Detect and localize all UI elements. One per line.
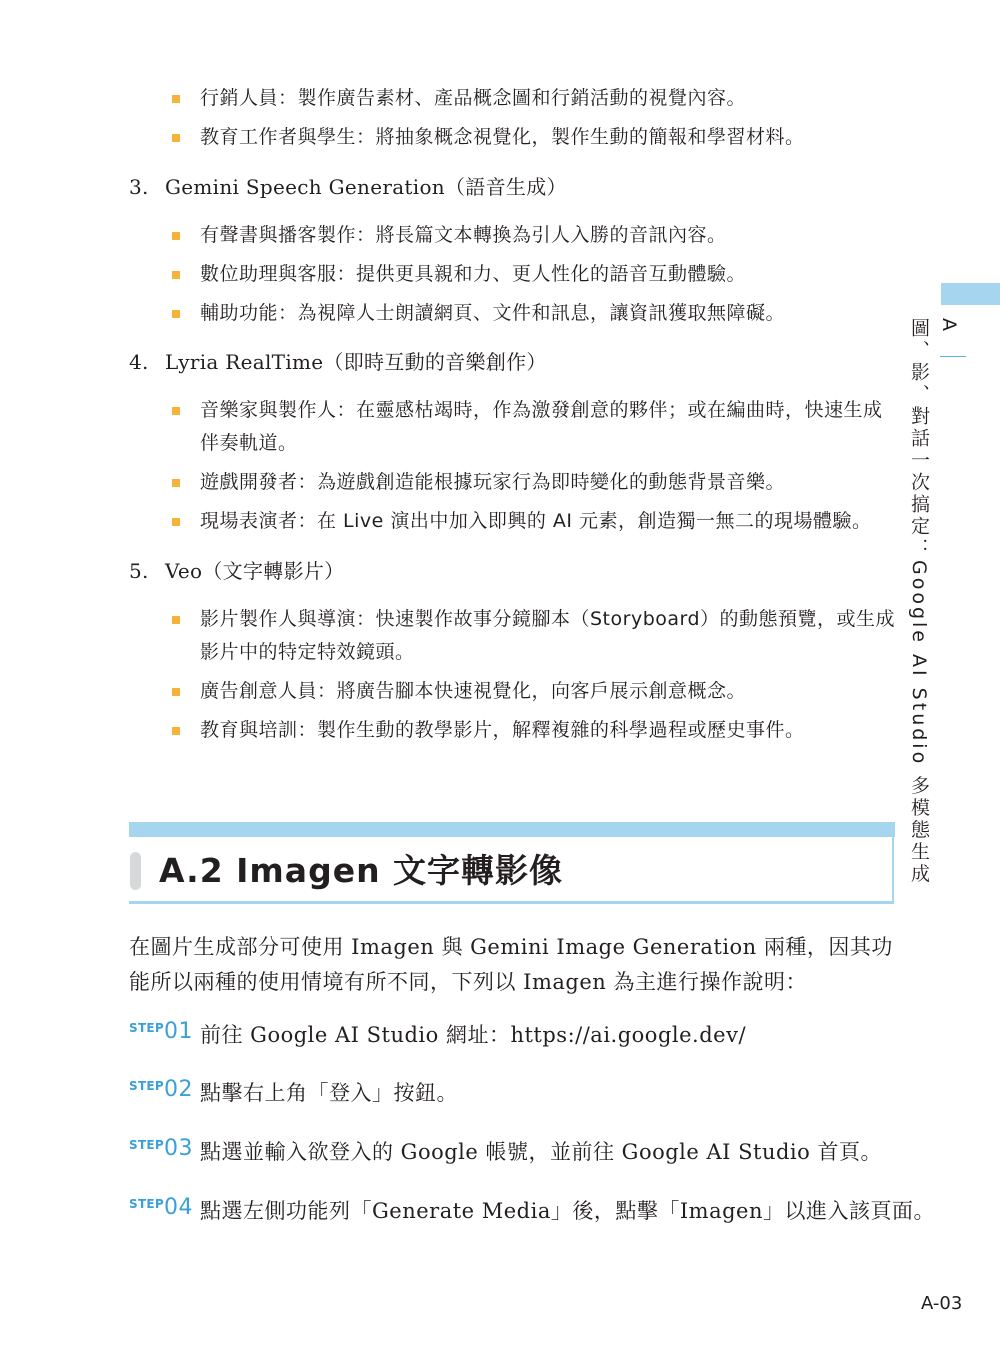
bullet-marker — [172, 407, 180, 415]
bullet-list-speech — [170, 219, 900, 336]
list-item: 有聲書與播客製作：將長篇文本轉換為引人入勝的音訊內容。 — [170, 219, 900, 252]
section-heading-marker — [130, 852, 141, 890]
bullet-marker — [172, 479, 180, 487]
numbered-item-3: 3. Gemini Speech Generation（語音生成） — [129, 175, 567, 199]
list-item: 教育工作者與學生：將抽象概念視覺化，製作生動的簡報和學習材料。 — [170, 121, 900, 154]
bullet-marker — [172, 518, 180, 526]
step-text: 點選並輸入欲登入的 Google 帳號，並前往 Google AI Studio 首頁。 — [200, 1140, 882, 1164]
list-item: 行銷人員：製作廣告素材、產品概念圖和行銷活動的視覺內容。 — [170, 82, 900, 115]
bullet-list-veo — [170, 603, 900, 753]
section-title: A.2 Imagen 文字轉影像 — [159, 851, 564, 890]
step-label: $^{STEP}$02 — [129, 1077, 194, 1102]
list-item: 教育與培訓：製作生動的教學影片，解釋複雜的科學過程或歷史事件。 — [170, 714, 900, 747]
chapter-letter: A — [938, 318, 960, 334]
step-label: $^{STEP}$04 — [129, 1195, 194, 1220]
list-item: 現場表演者：在 Live 演出中加入即興的 AI 元素，創造獨一無二的現場體驗。 — [170, 505, 900, 538]
bullet-list-image-uses — [170, 82, 900, 160]
bullet-marker — [172, 232, 180, 240]
bullet-list-lyria — [170, 394, 900, 544]
numbered-item-4: 4. Lyria RealTime（即時互動的音樂創作） — [129, 350, 547, 374]
bullet-marker — [172, 310, 180, 318]
section-heading-bar — [129, 822, 895, 837]
step-label: $^{STEP}$03 — [129, 1136, 194, 1161]
list-item: 廣告創意人員：將廣告腳本快速視覺化，向客戶展示創意概念。 — [170, 675, 900, 708]
list-item: 影片製作人與導演：快速製作故事分鏡腳本（Storyboard）的動態預覽，或生成影片中的特定特效鏡頭。 — [170, 603, 900, 669]
list-item: 遊戲開發者：為遊戲創造能根據玩家行為即時變化的動態背景音樂。 — [170, 466, 900, 499]
list-item: 數位助理與客服：提供更具親和力、更人性化的語音互動體驗。 — [170, 258, 900, 291]
bullet-marker — [172, 95, 180, 103]
step-text: 點選左側功能列「Generate Media」後，點擊「Imagen」以進入該頁面。 — [200, 1199, 935, 1223]
chapter-side-title — [908, 318, 964, 886]
list-item: 輔助功能：為視障人士朗讀網頁、文件和訊息，讓資訊獲取無障礙。 — [170, 297, 900, 330]
bullet-marker — [172, 727, 180, 735]
chapter-title: 圖、影、對話一次搞定：Google AI Studio 多模態生成 — [908, 318, 930, 886]
step-text: 前往 Google AI Studio 網址：https://ai.google.dev/ — [200, 1023, 747, 1047]
intro-paragraph: 在圖片生成部分可使用 Imagen 與 Gemini Image Generation 兩種，因其功能所以兩種的使用情境有所不同，下列以 Imagen 為主進行操作說明： — [129, 935, 893, 994]
numbered-item-5: 5. Veo（文字轉影片） — [129, 559, 345, 583]
list-item: 音樂家與製作人：在靈感枯竭時，作為激發創意的夥伴；或在編曲時，快速生成伴奏軌道。 — [170, 394, 900, 460]
section-heading — [129, 822, 895, 904]
step-text: 點擊右上角「登入」按鈕。 — [200, 1081, 458, 1105]
bullet-marker — [172, 271, 180, 279]
bullet-marker — [172, 616, 180, 624]
chapter-tab — [941, 283, 1000, 305]
page-number: A-03 — [921, 1293, 963, 1314]
bullet-marker — [172, 688, 180, 696]
step-label: $^{STEP}$01 — [129, 1019, 194, 1044]
bullet-marker — [172, 134, 180, 142]
